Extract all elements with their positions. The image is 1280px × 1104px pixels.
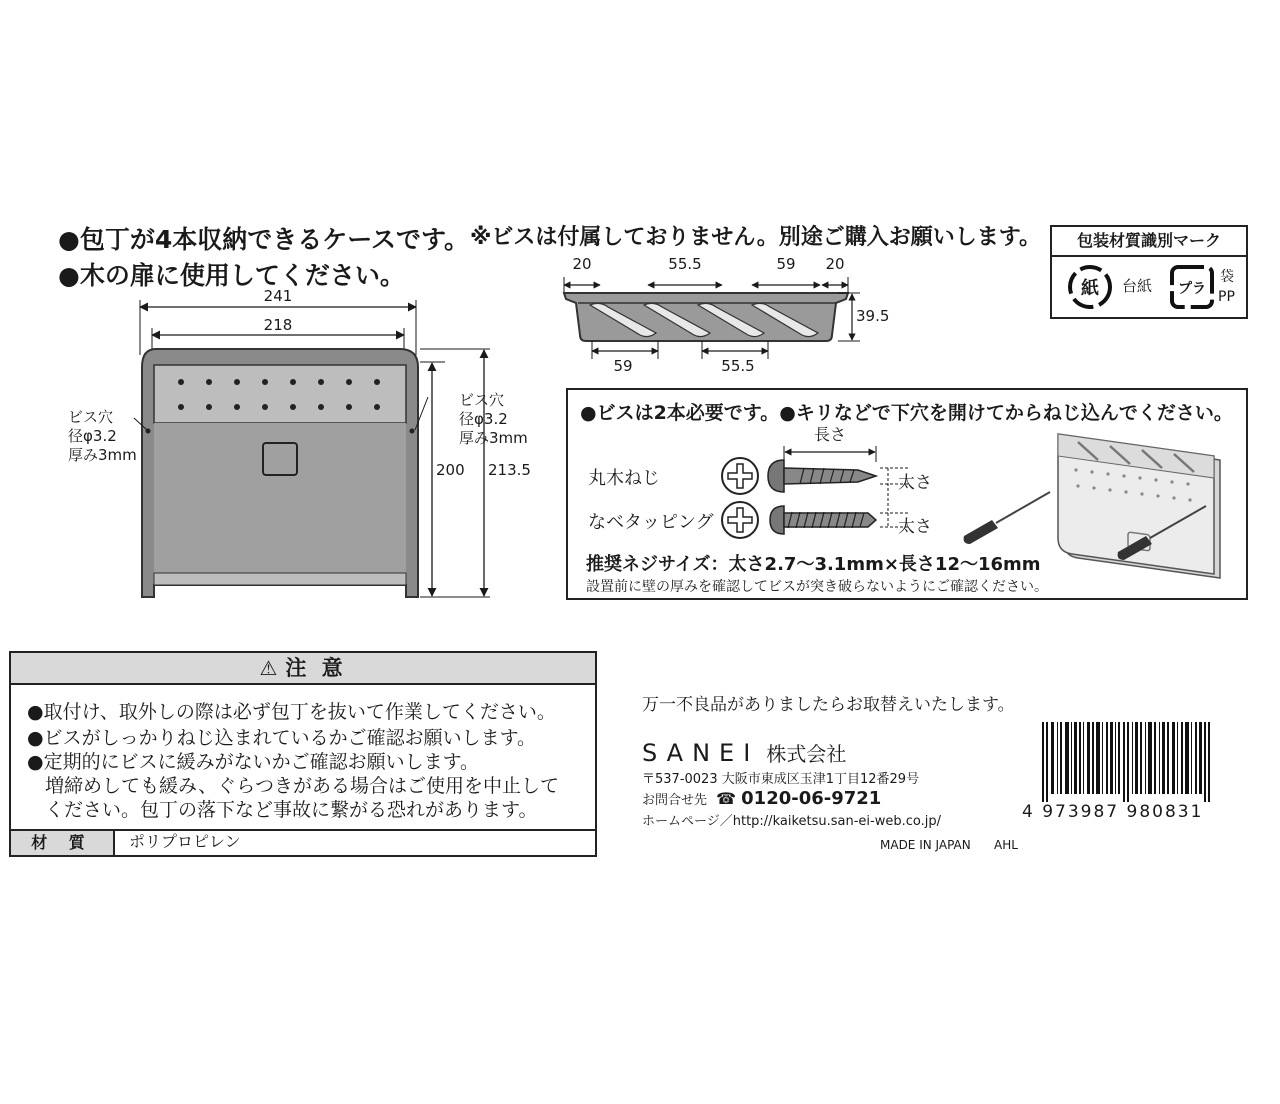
headline-screw-note: ※ビスは付属しておりません。別途ご購入お願いします。 [470, 225, 1041, 250]
caution-box [9, 651, 597, 857]
wall-thickness-note: 設置前に壁の厚みを確認してビスが突き破らないようにご確認ください。 [586, 579, 1048, 595]
phone-icon: ☎ [716, 789, 737, 808]
made-in: MADE IN JAPAN [880, 838, 971, 852]
paper-symbol: 紙 [1081, 278, 1099, 299]
hole-label-left: ビス穴 径φ3.2 厚み3mm [68, 408, 137, 464]
barcode-digits: 4 973987 980831 [1022, 802, 1204, 822]
barcode-bars [1026, 720, 1226, 804]
install-illustration [958, 430, 1248, 590]
plastic-symbol: プラ [1178, 281, 1206, 297]
screw-type-round: 丸木ねじ [588, 468, 660, 489]
company-name: SANEI 株式会社 [642, 739, 847, 767]
warning-icon: ⚠ [259, 656, 282, 680]
dim-width-outer: 241 [263, 287, 293, 305]
caution-line-1: ●取付け、取外しの際は必ず包丁を抜いて作業してください。 [27, 701, 556, 723]
top-dim-2: 55.5 [668, 255, 702, 273]
phone-number: 0120-06-9721 [741, 788, 882, 809]
material-label: 材 質 [11, 829, 115, 855]
replacement-note: 万一不良品がありましたらお取替えいたします。 [642, 695, 1015, 715]
headline-wood-door: ●木の扉に使用してください。 [58, 261, 405, 290]
bag-label: 袋 [1220, 269, 1234, 285]
headline-capacity: ●包丁が4本収納できるケースです。 [58, 225, 469, 254]
caution-line-5: ください。包丁の落下など事故に繋がる恐れがあります。 [45, 799, 538, 821]
product-code: AHL [994, 838, 1018, 852]
caution-line-2: ●ビスがしっかりねじ込まれているかご確認お願いします。 [27, 727, 537, 749]
homepage-url: ホームページ／http://kaiketsu.san-ei-web.co.jp/ [642, 814, 941, 829]
bottom-dim-2: 55.5 [721, 357, 755, 375]
thickness-label-1: 太さ [898, 473, 932, 493]
screw-type-pan: なベタッピング [588, 512, 714, 533]
top-dim-depth: 39.5 [856, 307, 890, 325]
company-address: 〒537-0023 大阪市東成区玉津1丁目12番29号 [642, 772, 920, 787]
hole-label-right: ビス穴 径φ3.2 厚み3mm [459, 391, 528, 447]
screw-info-box [566, 388, 1248, 600]
length-label: 長さ [813, 425, 847, 444]
dim-height-outer: 213.5 [488, 461, 531, 479]
top-dim-3: 59 [776, 255, 796, 273]
recommended-size: 推奨ネジサイズ：太さ2.7〜3.1mm×長さ12〜16mm [586, 554, 1041, 575]
dim-height-inner: 200 [436, 461, 465, 479]
caution-line-3: ●定期的にビスに緩みがないかご確認お願いします。 [27, 751, 480, 773]
recycle-symbols [1062, 263, 1242, 315]
top-dim-4: 20 [825, 255, 845, 273]
bottom-dim-1: 59 [613, 357, 633, 375]
caution-title: ⚠ 注 意 [11, 653, 595, 685]
screw-header: ●ビスは2本必要です。●キリなどで下穴を開けてからねじ込んでください。 [580, 402, 1233, 424]
dim-width-inner: 218 [263, 316, 293, 334]
top-view-drawing [560, 255, 920, 375]
pp-label: PP [1218, 289, 1235, 305]
top-dim-1: 20 [572, 255, 592, 273]
thickness-label-2: 太さ [898, 517, 932, 537]
material-value: ポリプロピレン [129, 832, 241, 851]
paper-label: 台紙 [1122, 277, 1153, 295]
caution-line-4: 増締めしても緩み、ぐらつきがある場合はご使用を中止して [45, 775, 559, 797]
inquiry-line: お問合せ先 ☎ 0120-06-9721 [642, 788, 882, 809]
recycle-mark-box [1050, 225, 1248, 319]
recycle-title: 包装材質識別マーク [1052, 227, 1246, 257]
